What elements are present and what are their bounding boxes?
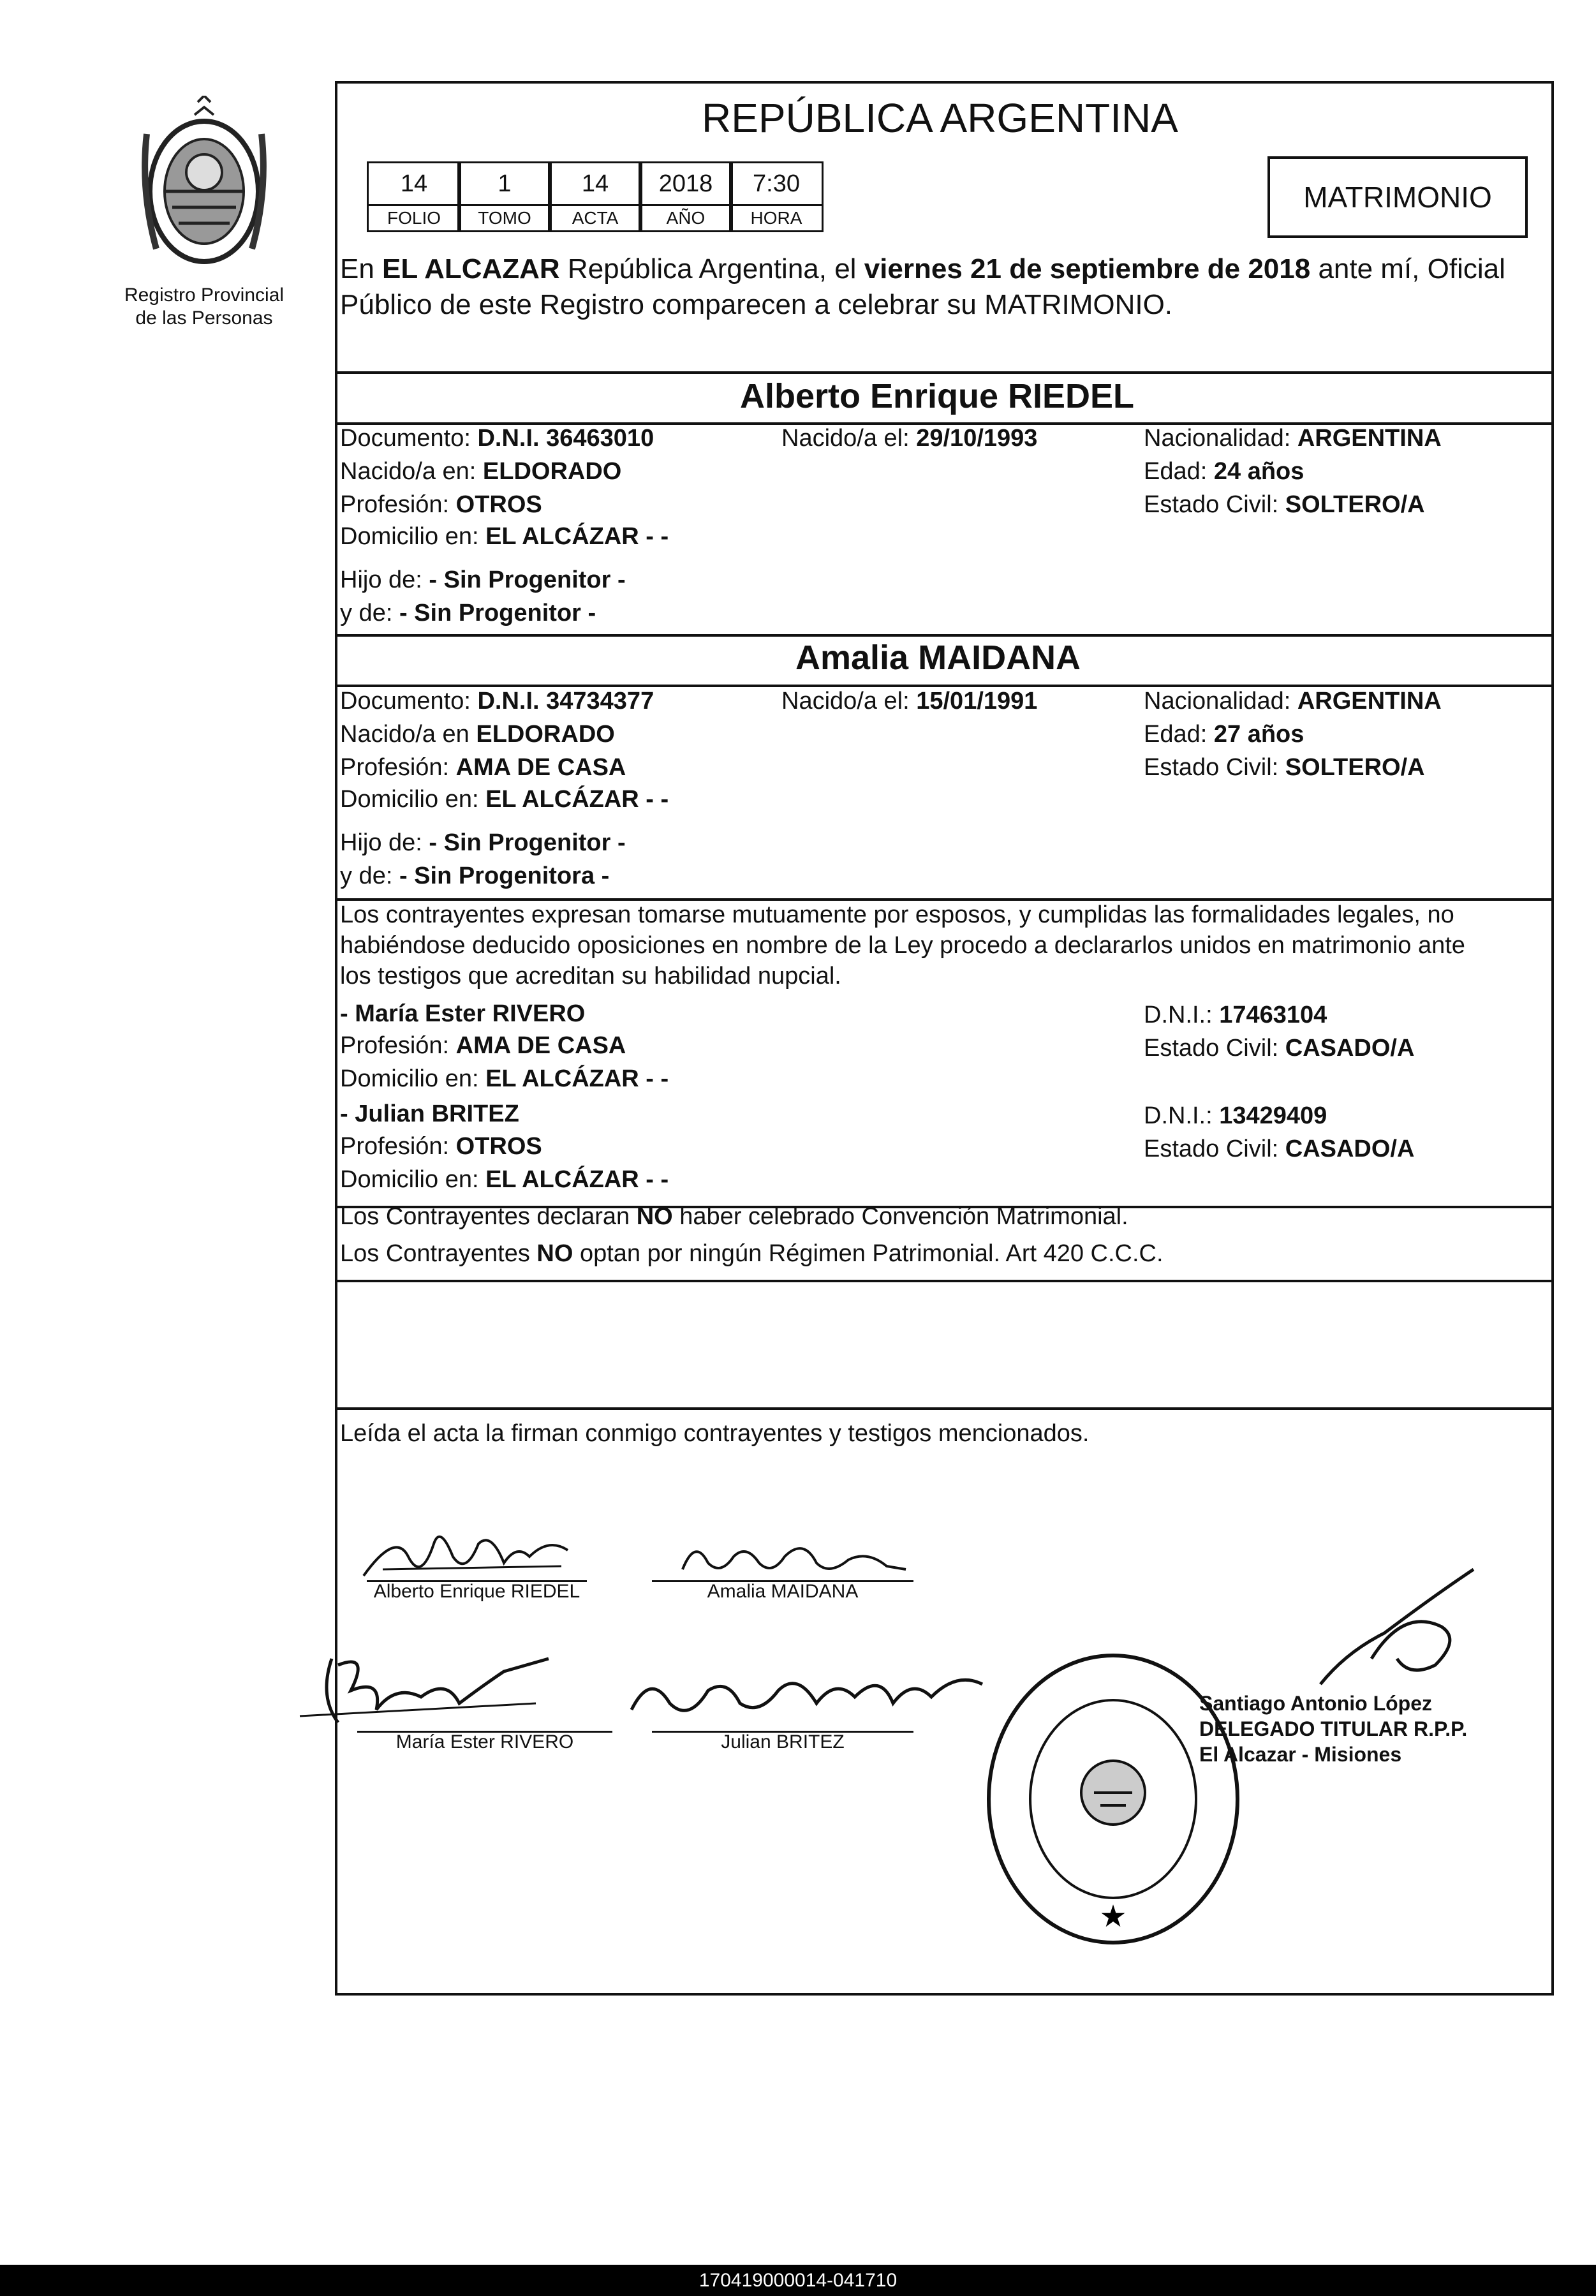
spouse1-name: Alberto Enrique RIEDEL [740, 377, 1135, 415]
acta-label: ACTA [548, 204, 642, 232]
signature-caption-riedel: Alberto Enrique RIEDEL [373, 1581, 580, 1602]
divider [335, 685, 1551, 687]
spouse2-civil-status: Estado Civil: SOLTERO/A [1144, 754, 1425, 781]
year-label: AÑO [639, 204, 733, 232]
official-role: DELEGADO TITULAR R.P.P. [1199, 1717, 1468, 1740]
spouse1-nationality: Nacionalidad: ARGENTINA [1144, 425, 1442, 452]
acta-value: 14 [548, 161, 642, 206]
divider [335, 1280, 1551, 1282]
tomo-value: 1 [457, 161, 552, 206]
spouse1-age: Edad: 24 años [1144, 458, 1304, 485]
signature-caption-maidana: Amalia MAIDANA [707, 1581, 859, 1602]
page-title: REPÚBLICA ARGENTINA [702, 95, 1178, 141]
spouse1-civil-status: Estado Civil: SOLTERO/A [1144, 491, 1425, 518]
spouse1-birthplace: Nacido/a en: ELDORADO [340, 458, 622, 485]
divider [335, 371, 1551, 374]
province-emblem [128, 96, 281, 287]
witness2-name: - Julian BRITEZ [340, 1100, 519, 1127]
intro-text-1: En [340, 253, 383, 285]
spouse1-father: Hijo de: - Sin Progenitor - [340, 567, 626, 593]
spouse1-mother: y de: - Sin Progenitor - [340, 600, 596, 626]
regime-line2: Los Contrayentes NO optan por ningún Régimen Patrimonial. Art 420 C.C.C. [340, 1240, 1164, 1267]
svg-text:★: ★ [1099, 1900, 1127, 1934]
signature-official [1308, 1557, 1499, 1697]
witness2-dni: D.N.I.: 13429409 [1144, 1102, 1327, 1129]
hour-value: 7:30 [729, 161, 824, 206]
spouse1-document: Documento: D.N.I. 36463010 [340, 425, 654, 452]
signature-rivero [293, 1646, 561, 1735]
spouse2-age: Edad: 27 años [1144, 721, 1304, 748]
spouse2-mother: y de: - Sin Progenitora - [340, 863, 610, 889]
registry-line2: de las Personas [135, 307, 273, 329]
witness2-profession: Profesión: OTROS [340, 1133, 542, 1160]
spouse1-domicile: Domicilio en: EL ALCÁZAR - - [340, 523, 669, 550]
signature-caption-britez: Julian BRITEZ [721, 1731, 845, 1752]
witness1-civil-status: Estado Civil: CASADO/A [1144, 1035, 1415, 1062]
witness1-domicile: Domicilio en: EL ALCÁZAR - - [340, 1065, 669, 1092]
divider [335, 634, 1551, 637]
declaration-line3: los testigos que acreditan su habilidad nupcial. [340, 963, 841, 989]
witness1-dni: D.N.I.: 17463104 [1144, 1002, 1327, 1028]
intro-text-2: República Argentina, el [559, 253, 864, 285]
witness2-domicile: Domicilio en: EL ALCÁZAR - - [340, 1166, 669, 1193]
witness1-profession: Profesión: AMA DE CASA [340, 1032, 626, 1059]
spouse2-father: Hijo de: - Sin Progenitor - [340, 829, 626, 856]
intro-weekday: viernes [864, 253, 963, 285]
tomo-label: TOMO [457, 204, 552, 232]
regime-line1: Los Contrayentes declaran NO haber celebrado Convención Matrimonial. [340, 1203, 1128, 1230]
official-place: El Alcazar - Misiones [1199, 1743, 1402, 1766]
spouse2-nationality: Nacionalidad: ARGENTINA [1144, 688, 1442, 715]
closing-statement: Leída el acta la firman conmigo contrayentes y testigos mencionados. [340, 1420, 1090, 1447]
registry-label [108, 284, 300, 330]
declaration-line1: Los contrayentes expresan tomarse mutuamente por esposos, y cumplidas las formalidades legales, no [340, 901, 1454, 928]
spouse2-birthdate: Nacido/a el: 15/01/1991 [781, 688, 1038, 715]
signature-riedel [357, 1518, 587, 1589]
spouse1-profession: Profesión: OTROS [340, 491, 542, 518]
signature-caption-rivero: María Ester RIVERO [395, 1731, 574, 1752]
spouse2-profession: Profesión: AMA DE CASA [340, 754, 626, 781]
intro-paragraph [340, 251, 1505, 323]
official-name: Santiago Antonio López [1199, 1692, 1432, 1715]
registry-stamp [979, 1646, 1247, 1952]
doc-type-box: MATRIMONIO [1267, 156, 1528, 238]
folio-value: 14 [367, 161, 461, 206]
folio-label: FOLIO [367, 204, 461, 232]
spouse2-birthplace: Nacido/a en ELDORADO [340, 721, 615, 748]
witness1-name: - María Ester RIVERO [340, 1000, 586, 1027]
intro-text-3 [963, 253, 970, 285]
intro-date: 21 de septiembre de 2018 [970, 253, 1311, 285]
registry-line1: Registro Provincial [124, 285, 284, 306]
declaration-paragraph [340, 900, 1465, 991]
intro-line2: Público de este Registro comparecen a celebrar su MATRIMONIO. [340, 289, 1173, 320]
declaration-line2: habiéndose deducido oposiciones en nombre de la Ley procedo a declararlos unidos en matrimonio ante [340, 932, 1465, 959]
spouse1-birthdate: Nacido/a el: 29/10/1993 [781, 425, 1038, 452]
spouse2-name: Amalia MAIDANA [795, 639, 1081, 677]
intro-place: EL ALCAZAR [382, 253, 560, 285]
witness2-civil-status: Estado Civil: CASADO/A [1144, 1136, 1415, 1162]
spouse2-document: Documento: D.N.I. 34734377 [340, 688, 654, 715]
signature-britez [625, 1659, 1008, 1735]
footer-code: 170419000014-041710 [0, 2265, 1596, 2296]
spouse2-domicile: Domicilio en: EL ALCÁZAR - - [340, 786, 669, 813]
divider [335, 1407, 1551, 1410]
hour-label: HORA [729, 204, 824, 232]
year-value: 2018 [639, 161, 733, 206]
intro-text-4: ante mí, Oficial [1310, 253, 1505, 285]
